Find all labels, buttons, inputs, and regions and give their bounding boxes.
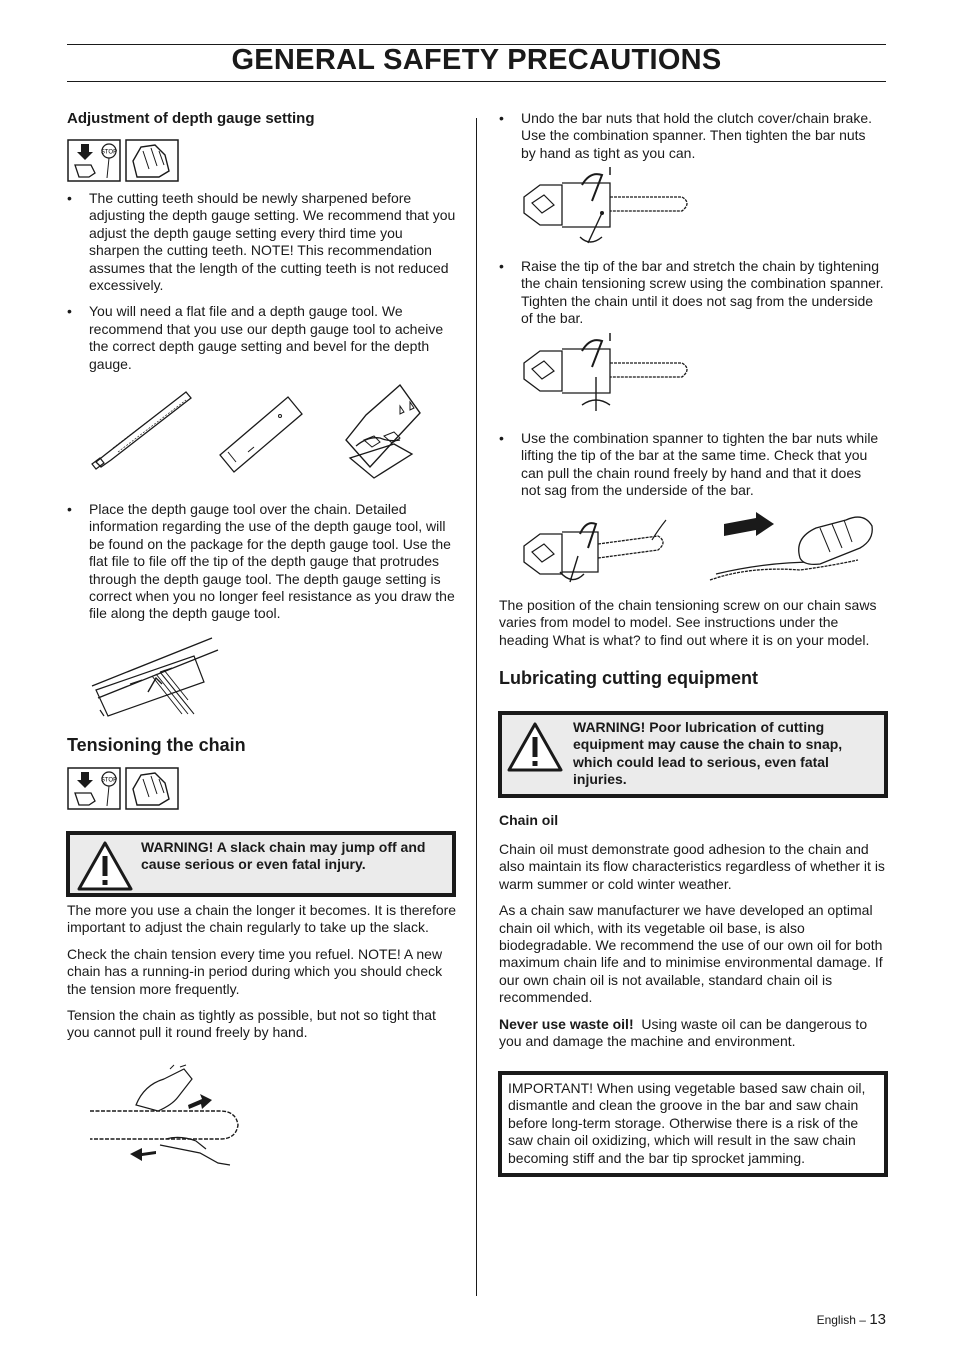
list-item: • Undo the bar nuts that hold the clutch cover/chain brake. Use the combination spanner. Then tighten the bar nuts by hand as tight as you can. <box>499 110 884 162</box>
chainsaw-bar-nuts-illustration <box>520 167 700 247</box>
depth-gauge-bullets-2 <box>67 501 457 623</box>
depth-gauge-heading: Adjustment of depth gauge setting <box>67 110 315 127</box>
waste-oil-bold: Never use waste oil! <box>499 1015 634 1032</box>
chainsaw-icon <box>524 520 666 582</box>
important-note-box <box>498 1071 888 1177</box>
tension-paragraphs <box>67 902 459 1042</box>
footer-language: English <box>816 1313 856 1327</box>
chain-oil-paragraphs <box>499 841 887 1050</box>
tensioning-heading: Tensioning the chain <box>67 735 246 755</box>
list-item: • Raise the tip of the bar and stretch the chain by tightening the chain tensioning screw using the combination spanner. Tighten the chain until it does not sag from the underside of the bar. <box>499 258 884 328</box>
right-bullets-3 <box>499 430 884 500</box>
list-item: • The cutting teeth should be newly sharpened before adjusting the depth gauge setting. We recommend that you adjust the depth gauge setting every third time you sharpen the cutting teeth. NOTE! This recommendation assumes that the length of the cutting teeth is not reduced excessively. <box>67 190 457 294</box>
important-text: IMPORTANT! When using vegetable based saw chain oil, dismantle and clean the groove in the bar and saw chain before long-term storage. Otherwise there is a risk of the saw chain oil oxidizing, which will result in the saw chain becoming stiff and the bar tip sprocket jamming. <box>508 1080 866 1166</box>
right-bullets-2 <box>499 258 884 328</box>
svg-text:STOP: STOP <box>100 149 118 156</box>
paragraph: The more you use a chain the longer it becomes. It is therefore important to adjust the chain regularly to take up the slack. <box>67 902 457 936</box>
stop-engine-icon <box>68 768 120 809</box>
warning-triangle-icon <box>76 840 134 892</box>
warning-text: WARNING! A slack chain may jump off and cause serious or even fatal injury. <box>141 839 426 873</box>
page-number: 13 <box>869 1311 886 1328</box>
page-title: GENERAL SAFETY PRECAUTIONS <box>231 44 722 76</box>
safety-icons-tension <box>67 767 179 810</box>
flat-file-icon <box>92 392 191 469</box>
chain-with-gauge-icon <box>346 385 420 478</box>
tension-screw-position-paragraph: The position of the chain tensioning screw on our chain saws varies from model to model. See instructions under the heading What is what? to find out where it is on your model. <box>499 597 877 648</box>
column-divider <box>476 118 477 1296</box>
right-bullets-1 <box>499 110 884 162</box>
safety-icons-depth <box>67 139 179 182</box>
tighten-nuts-lift-tip-illustration <box>520 512 880 587</box>
list-item: • Use the combination spanner to tighten the bar nuts while lifting the tip of the bar at the same time. Check that you can pull the chain round freely by hand and that it does not sag from the underside of the bar. <box>499 430 884 500</box>
depth-gauge-tools-illustration <box>88 380 448 485</box>
waste-oil-text: Using waste oil can be dangerous to you and damage the machine and environment. <box>499 1015 868 1050</box>
depth-gauge-bullets-1 <box>67 190 457 373</box>
warning-triangle-icon <box>506 721 564 773</box>
lubricating-heading: Lubricating cutting equipment <box>499 668 758 688</box>
footer-dash: – <box>859 1313 866 1327</box>
glove-icon <box>126 768 178 809</box>
paragraph <box>499 1016 887 1051</box>
depth-gauge-tool-icon <box>220 397 302 472</box>
pull-chain-by-hand-illustration <box>90 1065 240 1170</box>
paragraph: As a chain saw manufacturer we have developed an optimal chain oil which, with its vegetable oil base, is also biodegradable. We recommend the use of our own oil for both maximum chain life and to minimise environmental damage. If our own chain oil is not available, standard chain oil is recommended. <box>499 902 883 1006</box>
page-footer <box>817 1311 886 1328</box>
paragraph: Check the chain tension every time you refuel. NOTE! A new chain has a running-in period during which you should check the tension more frequently. <box>67 945 443 997</box>
svg-text:STOP: STOP <box>100 777 118 784</box>
warning-text: WARNING! Poor lubrication of cutting equipment may cause the chain to snap, which could lead to serious, even fatal injuries. <box>573 719 843 788</box>
header-bottom-rule <box>67 81 886 82</box>
filing-depth-gauge-illustration <box>90 628 230 718</box>
chain-oil-heading: Chain oil <box>499 812 559 828</box>
list-item: • Place the depth gauge tool over the chain. Detailed information regarding the use of the depth gauge tool, will be found on the package for the depth gauge tool. Use the flat file to file off the tip of the depth gauge that protrudes through the depth gauge tool. The depth gauge setting is correct when you no longer feel resistance as you draw the file along the depth gauge tool. <box>67 501 457 623</box>
stop-engine-icon <box>68 140 120 181</box>
chainsaw-tensioning-screw-illustration <box>520 333 700 415</box>
paragraph: Tension the chain as tightly as possible, but not so tight that you cannot pull it round freely by hand. <box>67 1007 436 1041</box>
glove-icon <box>126 140 178 181</box>
lubrication-warning <box>498 711 888 798</box>
paragraph: Chain oil must demonstrate good adhesion to the chain and also maintain its flow characteristics regardless of whether it is warm summer or cold winter weather. <box>499 841 885 892</box>
list-item: • You will need a flat file and a depth gauge tool. We recommend that you use our depth gauge tool to acheive the correct depth gauge setting and bevel for the depth gauge. <box>67 303 457 373</box>
slack-chain-warning <box>66 831 456 897</box>
hand-pull-chain-icon <box>710 512 872 580</box>
